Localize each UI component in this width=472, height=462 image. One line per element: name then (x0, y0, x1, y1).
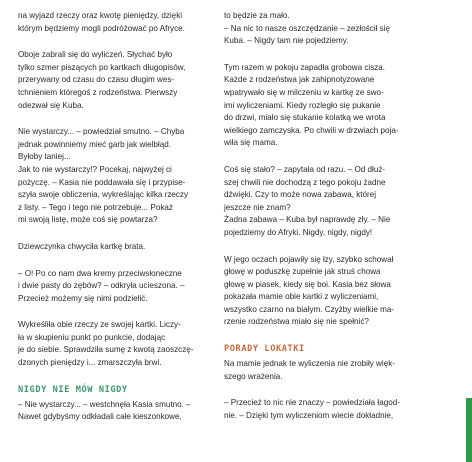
left-paragraph-4: Dziewczynka chwyciła kartkę brata. (18, 241, 146, 251)
left-paragraph-1: na wyjazd rzeczy oraz kwotę pieniędzy, dzięki którym będziemy mogli podróżować po Afryce. (18, 11, 185, 33)
right-paragraph-1: to będzie za mało. – Na nic to nasze oszczędzanie – zezłościł się Kuba. – Nigdy tam nie pojedziemy. (224, 11, 391, 46)
left-paragraph-7: – Nie wystarczy... – westchnęła Kasia smutno. – Nawet gdybyśmy odkładali całe kieszonkowe, (18, 399, 191, 422)
right-paragraph-5: Na mamie jednak te wyliczenia nie zrobiły więk- szego wrażenia. (224, 359, 395, 381)
page-edge-marker (466, 398, 472, 462)
right-paragraph-4: W jego oczach pojawiły się łzy, szybko schował głowę w poduszkę zupełnie jak struś chowa głowę w piasek, kiedy się boi. Kasia bez słowa pokazała mamie obie kartki z wyliczeniami, wszystko czarno na białym. Czyżby wielkie ma- rzenie rodzeństwa miało się nie spełnić? (224, 254, 395, 327)
section-heading-porady: PORADY LOKATKI (224, 344, 305, 355)
right-paragraph-2: Tym razem w pokoju zapadła grobowa cisza. Każde z rodzeństwa jak zahipnotyzowane wpatrywało się w milczeniu w kartkę ze swo- imi wyliczeniami. Kiedy rozległo się pukanie do drzwi, miało się stukanie kolatką we wrota wielkiego zamczyska. Po chwili w drzwiach poja- wiła się mama. (224, 62, 399, 148)
right-paragraph-6: – Przecież to nic nie znaczy – powiedziała łagod- nie. – Dzięki tym wyliczeniom wiecie dokładnie, (224, 398, 400, 420)
right-paragraph-3: Coś się stało? – zapytała od razu. – Od dłuż- szej chwili nie dochodzą z tego pokoju żadne dźwięki. Czy to może nowa zabawa, której jeszcze nie znam? Żadna zabawa – Kuba był naprawdę zły. – Nie pojedziemy do Afryki. Nigdy, nigdy, nigdy! (224, 164, 391, 237)
left-paragraph-5: – O! Po co nam dwa kremy przeciwsłoneczne i dwie pasty do zębów? – odkryła ucieszona. – Przecież możemy się nimi podzielić. (18, 268, 185, 303)
left-paragraph-3: Nie wystarczy... – powiedział smutno. – Chyba jednak powinniemy mieć garb jak wielbłąd. Byłoby taniej... Jak to nie wystarczy!? Pocekaj, najwyżej ci pożyczę. – Kasia nie poddawała się i przypise- szyła swoje obliczenia, wykreślając kilka rzeczy z listy. – Tego i tego nie potrzebuje... Pokaż mi swoją listę, może coś się powtarza? (18, 127, 189, 225)
left-paragraph-2: Oboje zabrali się do wyliczeń. Słychać było tylko szmer piszących po kartkach długopisów, przerywany od czasu do czasu długim wes- tchnieniem któregoś z rodzeństwa. Pierwszy odezwał się Kuba. (18, 50, 186, 110)
left-column (18, 10, 223, 433)
left-paragraph-6: Wykreśliła obie rzeczy ze swojej kartki. Liczy- ła w skupieniu punkt po punkcie, dodając je do siebie. Sprawdziła sumę z kwotą zaoszczę- dzonych pieniędzy i... zmarszczyła brwi. (18, 320, 194, 368)
section-heading-nigdy: NIGDY NIE MÓW NIGDY (18, 384, 128, 395)
right-column (224, 10, 439, 432)
